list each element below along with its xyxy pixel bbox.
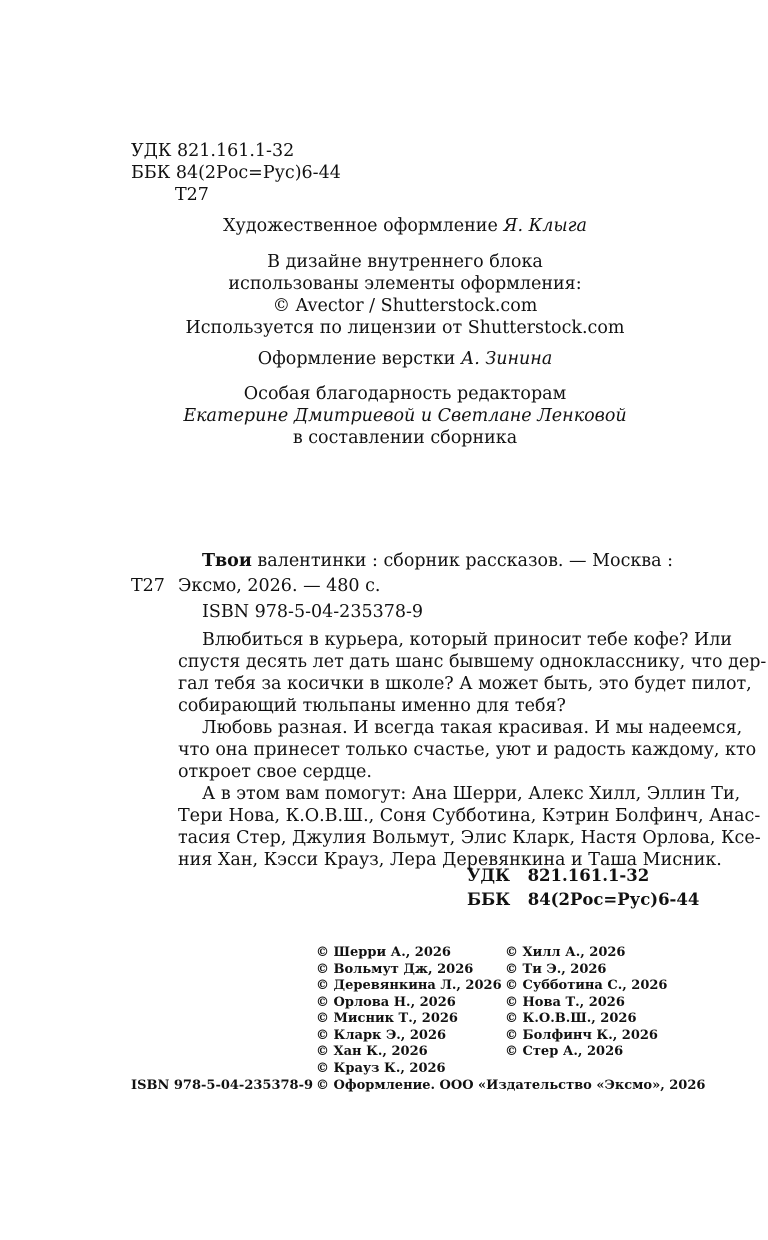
credit-design-line: В дизайне внутреннего блока [267,252,543,272]
copyright-line: © Хилл А., 2026 [505,945,626,960]
credit-design-line: использованы элементы оформления: [228,274,582,294]
credit-design-line: Используется по лицензии от Shutterstock.com [185,318,625,338]
copyright-line: © Орлова Н., 2026 [316,994,456,1010]
udk-top-bbk: ББК 84(2Рос=Рус)6-44 [131,163,341,183]
annotation [178,629,766,871]
copyright-line: © Кларк Э., 2026 [316,1027,447,1043]
credit-thanks-line1: Особая благодарность редакторам [243,384,567,404]
catalog-isbn: ISBN 978-5-04-235378-9 [202,602,424,622]
annotation-line: гал тебя за косички в школе? А может быть, это будет пилот, [178,674,752,694]
annotation-line: ния Хан, Кэсси Крауз, Лера Деревянкина и Таша Мисник. [178,850,722,870]
credit-design [100,251,710,339]
credit-art [100,215,710,237]
copyright-line: © К.О.В.Ш., 2026 [505,1011,637,1026]
credit-thanks-names: Екатерине Дмитриевой и Светлане Ленковой [183,406,627,426]
isbn-bottom: ISBN 978-5-04-235378-9 [131,1078,314,1093]
publisher-copyright: © Оформление. ООО «Издательство «Эксмо», 2026 [316,1078,706,1093]
udk-bottom-label: УДК [467,866,511,885]
credit-layout-label: Оформление верстки [257,349,456,369]
copyright-line: © Крауз К., 2026 [316,1060,446,1076]
copyright-line: © Мисник Т., 2026 [316,1011,458,1026]
copyright-right-column [505,945,667,1061]
copyright-line: © Субботина С., 2026 [505,978,668,993]
copyright-line: © Деревянкина Л., 2026 [316,978,502,993]
copyright-line: © Стер А., 2026 [505,1044,624,1059]
catalog-title-bold: Твои [202,551,252,571]
annotation-line: А в этом вам помогут: Ана Шерри, Алекс Хилл, Эллин Ти, [202,784,741,804]
annotation-line: тасия Стер, Джулия Вольмут, Элис Кларк, Настя Орлова, Ксе- [178,828,761,848]
copyright-line: © Хан К., 2026 [316,1044,428,1059]
udk-top [131,140,341,206]
copyright-line: © Нова Т., 2026 [505,994,625,1010]
annotation-line: откроет свое сердце. [178,762,372,782]
copyright-left-column [316,945,502,1077]
credit-art-label: Художественное оформление [223,216,498,236]
catalog-title-rest: валентинки : сборник рассказов. — Москва : [257,551,674,571]
udk-top-udk: УДК 821.161.1-32 [131,141,295,161]
annotation-line: собирающий тюльпаны именно для тебя? [178,696,566,716]
credit-art-name: Я. Клыга [503,216,587,236]
udk-bottom-value: 821.161.1-32 [527,866,650,885]
bbk-bottom-label: ББК [467,890,511,909]
credit-layout-name: А. Зинина [460,349,553,369]
annotation-line: Любовь разная. И всегда такая красивая. И мы надеемся, [202,718,743,738]
udk-bottom [467,864,699,912]
udk-top-code: Т27 [175,185,209,205]
copyright-line: © Ти Э., 2026 [505,961,607,977]
credit-thanks-line3: в составлении сборника [292,428,518,448]
credit-design-line: © Avector / Shutterstock.com [272,296,538,316]
annotation-line: спустя десять лет дать шанс бывшему однокласснику, что дер- [178,652,767,672]
copyright-line: © Болфинч К., 2026 [505,1027,658,1043]
bbk-bottom-value: 84(2Рос=Рус)6-44 [527,890,700,909]
annotation-line: Влюбиться в курьера, который приносит тебе кофе? Или [202,630,733,650]
annotation-line: что она принесет только счастье, уют и радость каждому, кто [178,740,757,760]
annotation-line: Тери Нова, К.О.В.Ш., Соня Субботина, Кэтрин Болфинч, Анас- [178,806,761,826]
catalog-code: Т27 [131,576,165,596]
copyright-line: © Вольмут Дж, 2026 [316,961,474,977]
credit-thanks [100,383,710,449]
credit-layout [100,348,710,370]
copyright-line: © Шерри А., 2026 [316,945,451,960]
catalog-title-line [202,550,673,572]
catalog-line2: Эксмо, 2026. — 480 с. [178,576,381,596]
